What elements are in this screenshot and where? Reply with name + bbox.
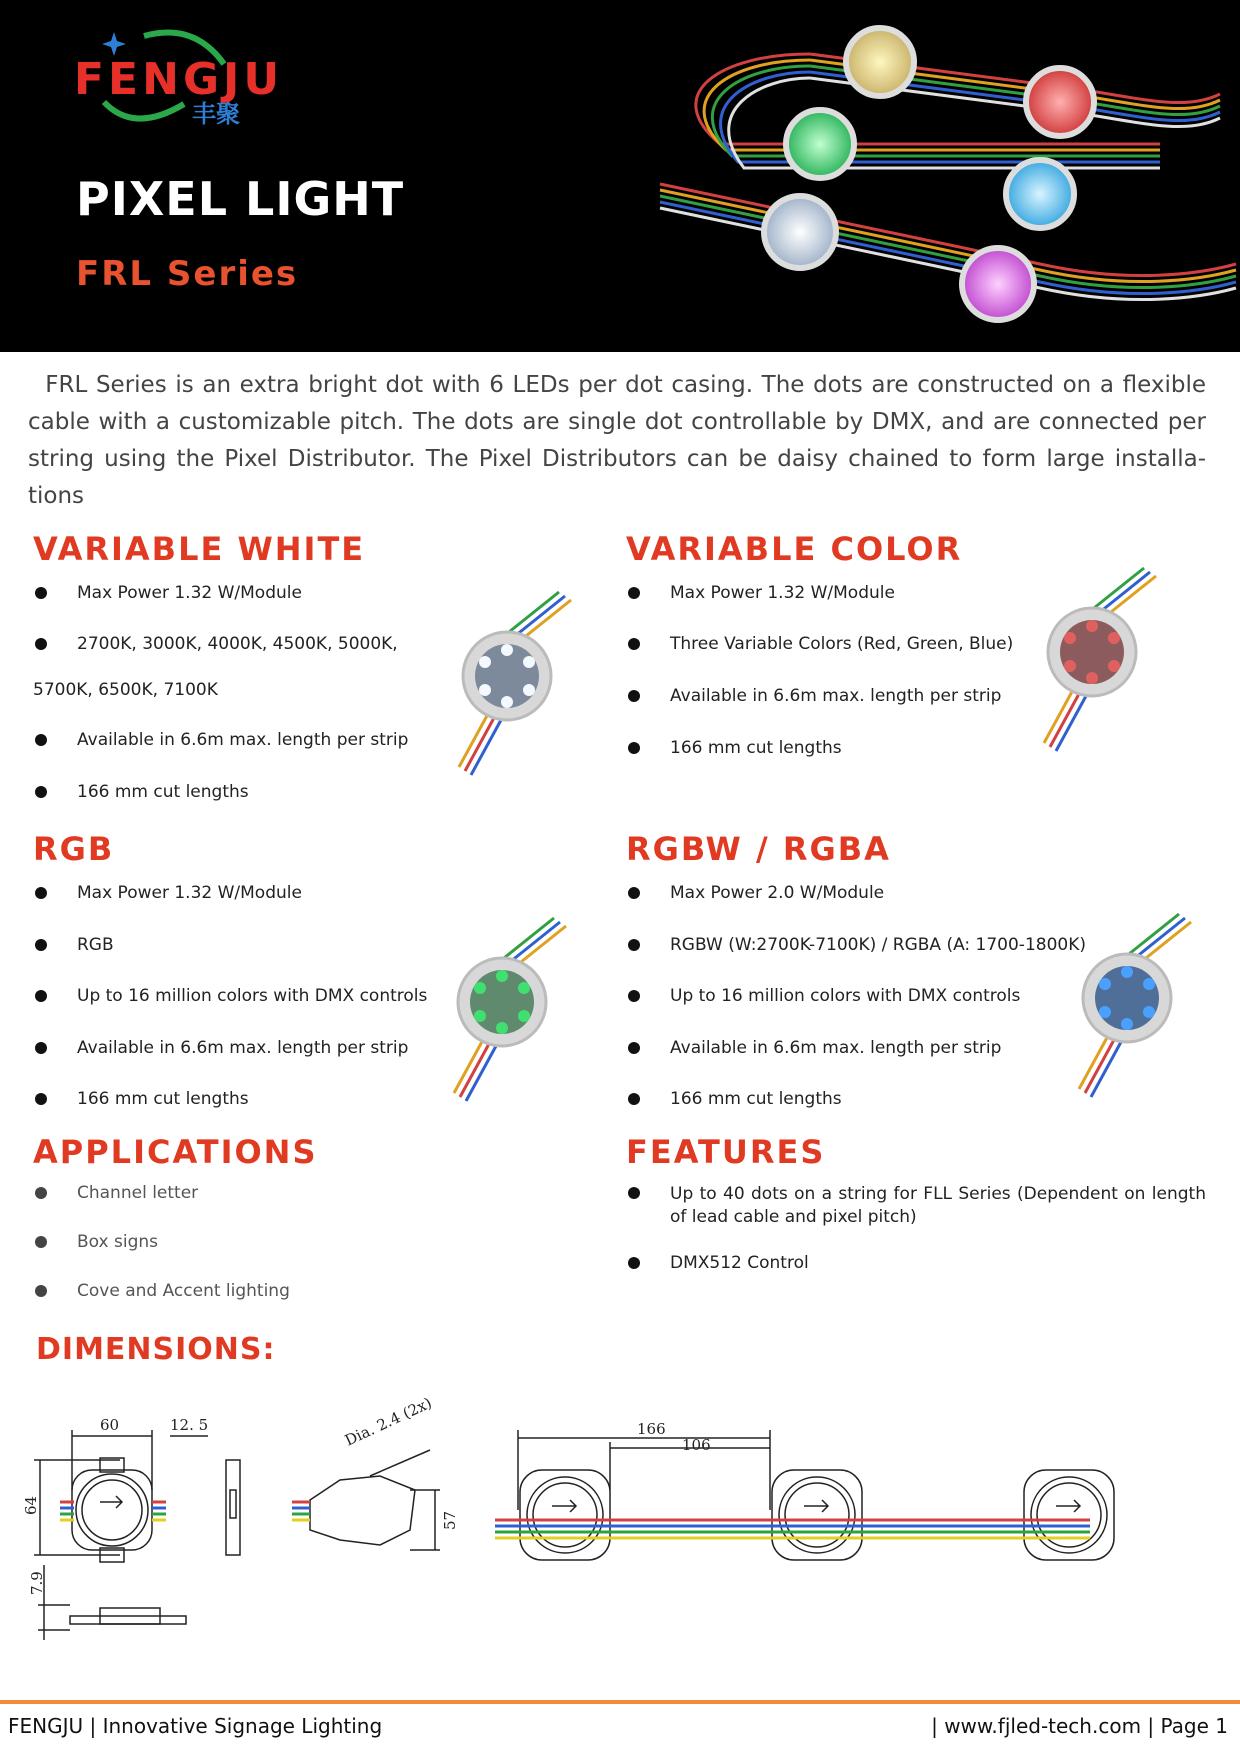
list-item-text: Max Power 1.32 W/Module	[670, 583, 895, 603]
bullet-icon	[628, 742, 640, 754]
list-item	[77, 634, 398, 654]
list-item	[670, 1089, 842, 1109]
list-item	[670, 1253, 809, 1273]
variable-color-title: VARIABLE COLOR	[626, 530, 963, 568]
series-subtitle: FRL Series	[76, 254, 299, 294]
rgbw-rgba-title: RGBW / RGBA	[626, 830, 891, 868]
list-item-text: Available in 6.6m max. length per strip	[670, 1038, 1002, 1058]
list-item-text: Three Variable Colors (Red, Green, Blue)	[670, 634, 1014, 654]
bullet-icon	[628, 887, 640, 899]
list-item	[670, 883, 884, 903]
list-item	[77, 730, 408, 750]
variable-white-title: VARIABLE WHITE	[33, 530, 366, 568]
bullet-icon	[628, 638, 640, 650]
bullet-icon	[628, 990, 640, 1002]
bullet-icon	[35, 734, 47, 746]
dim-label-64: 64	[22, 1495, 40, 1515]
list-item	[670, 686, 1001, 706]
rgbw-pixel-product-image	[1075, 918, 1205, 1098]
fengju-logo	[74, 24, 284, 128]
rgb-title: RGB	[33, 830, 115, 868]
list-item	[77, 1281, 290, 1301]
list-item	[77, 782, 249, 802]
list-item-text: Box signs	[77, 1232, 159, 1252]
list-item-text: RGBW (W:2700K-7100K) / RGBA (A: 1700-1800K)	[670, 935, 1086, 955]
dim-label-12-5: 12. 5	[170, 1416, 209, 1434]
list-item	[670, 1183, 1206, 1229]
footer-website-page: | www.fjled-tech.com | Page 1	[931, 1714, 1228, 1738]
list-item-text: Max Power 1.32 W/Module	[77, 583, 302, 603]
list-item	[670, 935, 1086, 955]
footer-divider	[0, 1700, 1240, 1704]
applications-title: APPLICATIONS	[33, 1133, 318, 1171]
dimension-drawings	[22, 1390, 1210, 1660]
bullet-icon	[35, 1093, 47, 1105]
pixel-string-photo	[660, 14, 1236, 344]
list-item	[77, 1232, 158, 1252]
list-item-text: 166 mm cut lengths	[670, 1089, 842, 1109]
intro-text: FRL Series is an extra bright dot with 6 LEDs per dot casing. The dots are constructed on a flexible cable with a customizable pitch. The dots are single dot controllable by DMX, and are connected per string using the Pixel Distributor. The Pixel Distributors can be daisy chained to form large installa-tions	[28, 372, 1207, 509]
bullet-icon	[628, 939, 640, 951]
dim-label-166: 166	[637, 1420, 666, 1438]
dim-label-dia: Dia. 2.4 (2x)	[342, 1393, 435, 1450]
list-item-text: 166 mm cut lengths	[77, 1089, 249, 1109]
list-item-text: RGB	[77, 935, 114, 955]
bullet-icon	[35, 1236, 47, 1248]
list-item-text: Available in 6.6m max. length per strip	[670, 686, 1002, 706]
list-item-text: Up to 40 dots on a string for FLL Series (Dependent on length of lead cable and pixel pitch)	[670, 1184, 1206, 1227]
features-title: FEATURES	[626, 1133, 826, 1171]
list-item	[670, 986, 1020, 1006]
list-item	[670, 1038, 1001, 1058]
bullet-icon	[35, 1285, 47, 1297]
list-item	[77, 1183, 198, 1203]
list-item-text: 2700K, 3000K, 4000K, 4500K, 5000K,	[77, 634, 398, 654]
list-item-text: Cove and Accent lighting	[77, 1281, 290, 1301]
bullet-icon	[628, 587, 640, 599]
bullet-icon	[35, 990, 47, 1002]
bullet-icon	[35, 1042, 47, 1054]
bullet-icon	[35, 939, 47, 951]
list-item	[77, 986, 427, 1006]
bullet-icon	[35, 587, 47, 599]
list-item	[77, 1038, 408, 1058]
list-item	[77, 583, 302, 603]
dim-label-57: 57	[441, 1510, 459, 1530]
list-item-text: 166 mm cut lengths	[77, 782, 249, 802]
bullet-icon	[35, 638, 47, 650]
color-pixel-product-image	[1040, 572, 1170, 752]
list-item-text: DMX512 Control	[670, 1253, 809, 1273]
footer-company: FENGJU | Innovative Signage Lighting	[8, 1714, 383, 1738]
bullet-icon	[628, 1187, 640, 1199]
list-item	[77, 883, 302, 903]
rgb-pixel-product-image	[450, 922, 580, 1102]
bullet-icon	[628, 1042, 640, 1054]
list-item	[77, 935, 114, 955]
page-title: PIXEL LIGHT	[76, 172, 405, 226]
bullet-icon	[35, 887, 47, 899]
bullet-icon	[35, 1187, 47, 1199]
bullet-icon	[35, 786, 47, 798]
hero-banner	[0, 0, 1240, 352]
bullet-icon	[628, 1257, 640, 1269]
intro-paragraph	[28, 367, 1206, 515]
list-item-text: Max Power 1.32 W/Module	[77, 883, 302, 903]
list-item-text: Up to 16 million colors with DMX controls	[77, 986, 428, 1006]
list-item	[670, 738, 842, 758]
logo-text: FENGJU	[74, 54, 284, 105]
list-item-continuation: 5700K, 6500K, 7100K	[33, 680, 218, 700]
list-item	[77, 1089, 249, 1109]
bullet-icon	[628, 1093, 640, 1105]
white-pixel-product-image	[455, 596, 585, 776]
list-item-text: Available in 6.6m max. length per strip	[77, 730, 409, 750]
dimensions-title: DIMENSIONS:	[36, 1332, 276, 1367]
list-item-text: Available in 6.6m max. length per strip	[77, 1038, 409, 1058]
dim-label-7-9: 7.9	[28, 1571, 46, 1595]
bullet-icon	[628, 690, 640, 702]
dim-label-106: 106	[682, 1436, 711, 1454]
dim-label-60: 60	[100, 1416, 120, 1434]
logo-chinese-text: 丰聚	[192, 100, 240, 128]
list-item-text: Channel letter	[77, 1183, 199, 1203]
list-item-text: Up to 16 million colors with DMX controls	[670, 986, 1021, 1006]
list-item-text: 166 mm cut lengths	[670, 738, 842, 758]
list-item-text: Max Power 2.0 W/Module	[670, 883, 885, 903]
list-item	[670, 583, 895, 603]
list-item	[670, 634, 1013, 654]
